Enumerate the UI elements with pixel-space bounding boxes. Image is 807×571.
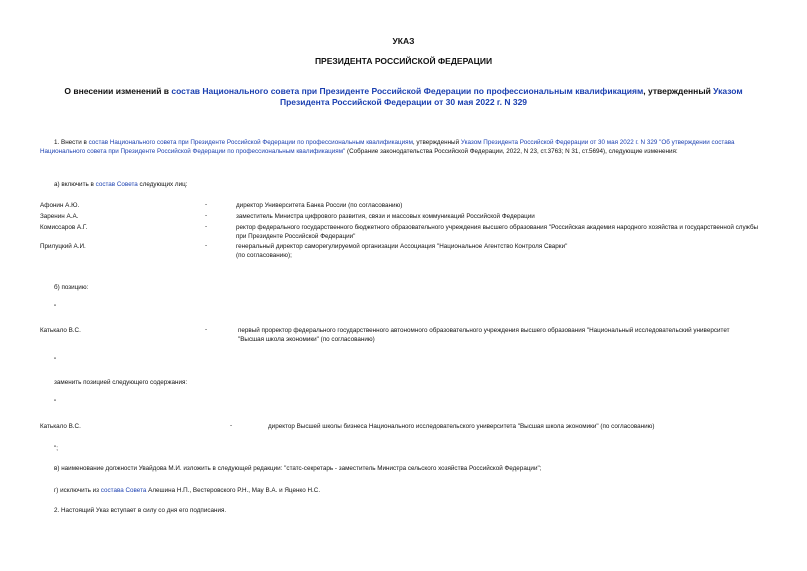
item-a-link[interactable]: состав Совета bbox=[95, 181, 138, 188]
item-b-label: б) позицию: bbox=[54, 284, 89, 291]
p1-prefix: 1. Внести в bbox=[54, 139, 89, 146]
new-position-dash: - bbox=[230, 422, 233, 429]
subject-link-decree[interactable]: Указом Президента Российской Федерации от 30 мая 2022 г. N 329 bbox=[279, 86, 743, 107]
member-desc: директор Университета Банка России (по согласованию) bbox=[236, 202, 403, 209]
item-a-prefix: а) включить в bbox=[54, 181, 96, 188]
item-a-suffix: следующих лиц: bbox=[137, 181, 188, 188]
item-g-link[interactable]: состава Совета bbox=[100, 487, 147, 494]
p1-suffix: (Собрание законодательства Российской Федерации, 2022, N 23, ст.3763; N 31, ст.5694), следующие изменения: bbox=[345, 148, 678, 155]
p1-link-council[interactable]: состав Национального совета при Президенте Российской Федерации по профессиональным квалификациям bbox=[88, 139, 413, 146]
decree-subject bbox=[40, 86, 767, 108]
paragraph-1 bbox=[40, 138, 767, 156]
decree-issuer: ПРЕЗИДЕНТА РОССИЙСКОЙ ФЕДЕРАЦИИ bbox=[314, 56, 493, 66]
member-desc-cont: (по согласованию); bbox=[236, 252, 292, 259]
item-g-suffix: Алешина Н.П., Вестеровского Р.Н., Мау В.А. и Яценко Н.С. bbox=[146, 487, 321, 494]
item-v: в) наименование должности Увайдова М.И. изложить в следующей редакции: "статс-секретарь - заместитель Министра сельского хозяйства Российской Федерации"; bbox=[54, 465, 542, 472]
member-name: Афонин А.Ю. bbox=[40, 202, 80, 209]
paragraph-2: 2. Настоящий Указ вступает в силу со дня его подписания. bbox=[54, 507, 227, 514]
old-position-dash: - bbox=[205, 326, 208, 333]
subject-link-council[interactable]: состав Национального совета при Президенте Российской Федерации по профессиональным квалификациям bbox=[171, 86, 644, 96]
new-position-name: Катькало В.С. bbox=[40, 423, 81, 430]
quote-close: "; bbox=[54, 445, 58, 452]
item-a bbox=[54, 180, 187, 189]
item-g bbox=[54, 486, 320, 495]
member-name: Заренин А.А. bbox=[40, 213, 79, 220]
quote-open: " bbox=[54, 304, 57, 311]
new-position-desc: директор Высшей школы бизнеса Национального исследовательского университета "Высшая школа экономики" (по согласованию) bbox=[268, 423, 655, 430]
subject-mid: , утвержденный bbox=[643, 86, 714, 96]
old-position-desc-cont: "Высшая школа экономики" (по согласованию) bbox=[238, 336, 375, 343]
old-position-name: Катькало В.С. bbox=[40, 327, 81, 334]
quote-close: " bbox=[54, 357, 57, 364]
decree-title: УКАЗ bbox=[392, 36, 415, 46]
item-g-prefix: г) исключить из bbox=[54, 487, 101, 494]
member-desc: генеральный директор саморегулируемой организации Ассоциация "Национальное Агентство Контроля Сварки" bbox=[236, 243, 568, 250]
member-dash: - bbox=[205, 223, 208, 230]
member-name: Комиссаров А.Г. bbox=[40, 224, 88, 231]
subject-prefix: О внесении изменений в bbox=[64, 86, 172, 96]
p1-mid: , утвержденный bbox=[412, 139, 461, 146]
old-position-desc: первый проректор федерального государственного автономного образовательного учреждения высшего образования "Национальный исследовательский университет bbox=[238, 327, 730, 334]
member-dash: - bbox=[205, 212, 208, 219]
member-dash: - bbox=[205, 201, 208, 208]
member-desc: заместитель Министра цифрового развития, связи и массовых коммуникаций Российской Федерации bbox=[236, 213, 535, 220]
replace-label: заменить позицией следующего содержания: bbox=[54, 379, 188, 386]
member-dash: - bbox=[205, 242, 208, 249]
member-desc: ректор федерального государственного бюджетного образовательного учреждения высшего образования "Российская академия народного хозяйства и государственной службы при Президенте Российской Федерации" bbox=[236, 224, 759, 240]
member-name: Прилуцкий А.И. bbox=[40, 243, 86, 250]
p1-link-decree[interactable]: Указом Президента Российской Федерации от 30 мая 2022 г. N 329 "Об утверждении состава Национального совета при Президенте Российской Федерации по профессиональным квалификациям" bbox=[40, 139, 735, 155]
quote-open: " bbox=[54, 399, 57, 406]
